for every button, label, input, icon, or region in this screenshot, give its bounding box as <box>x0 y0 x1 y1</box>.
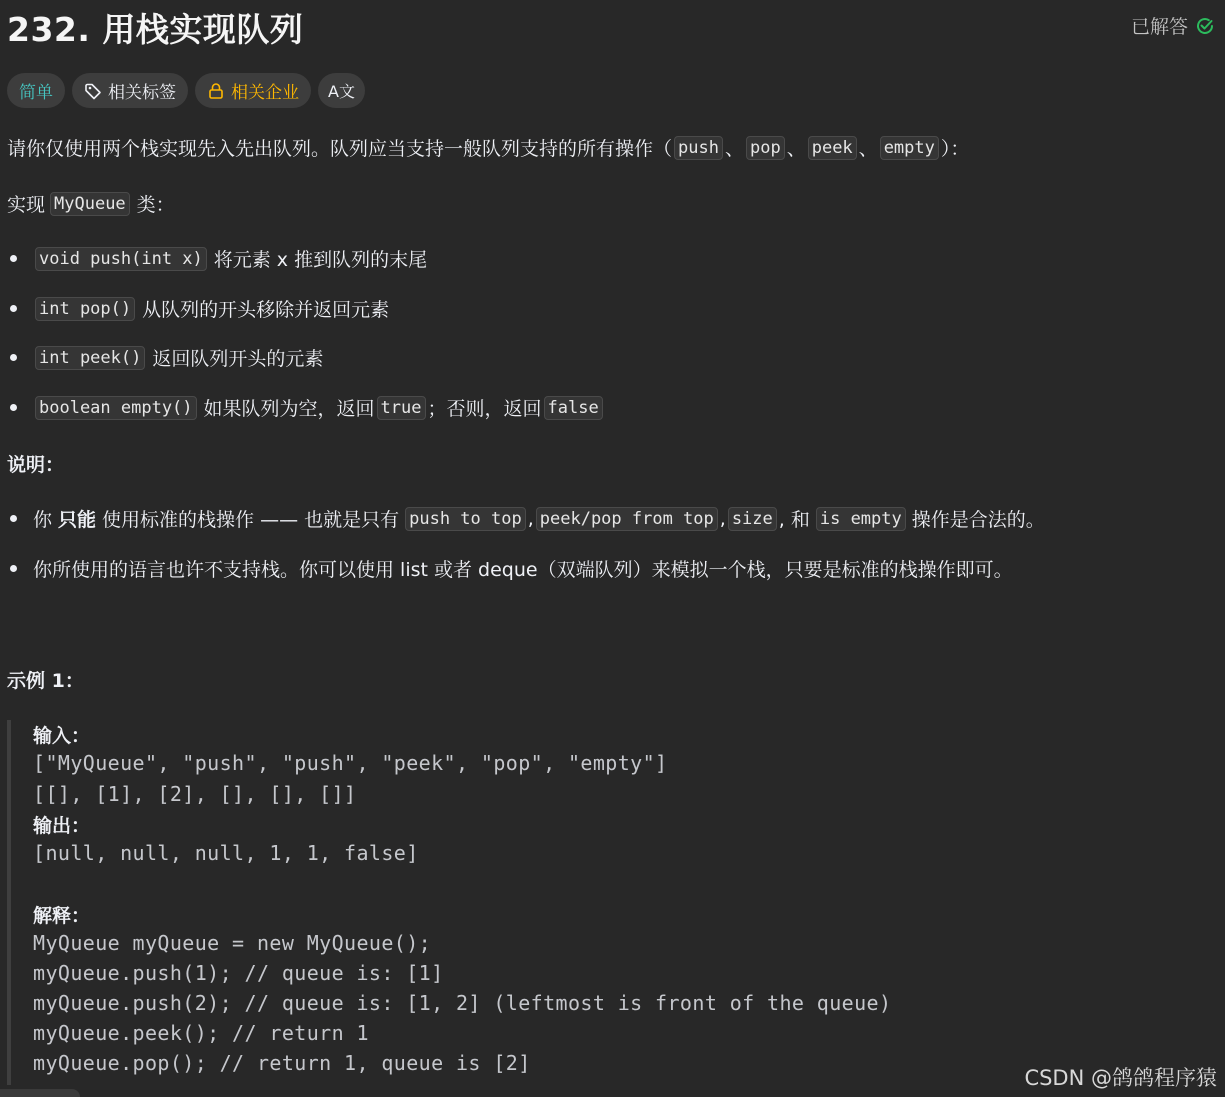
bullet <box>10 354 17 361</box>
list-item <box>7 295 389 322</box>
list-item <box>7 555 1013 582</box>
difficulty-label: 简单 <box>19 83 53 103</box>
separator: , <box>719 507 726 530</box>
desc-text-end: 类： <box>136 194 175 216</box>
inline-code: push <box>674 136 723 160</box>
bullet <box>10 565 17 572</box>
inline-code: true <box>377 396 426 420</box>
related-companies-button[interactable] <box>195 73 311 108</box>
input-line: [[], [1], [2], [], [], []] <box>33 782 357 806</box>
inline-code: int pop() <box>35 297 135 321</box>
list-item <box>7 344 323 371</box>
implement-paragraph <box>7 190 175 217</box>
method-desc: 将元素 x 推到队列的末尾 <box>213 249 428 271</box>
note-text: 使用标准的栈操作 —— 也就是只有 <box>102 509 400 531</box>
output-line: [null, null, null, 1, 1, false] <box>33 841 419 865</box>
note-text: 你所使用的语言也许不支持栈。你可以使用 list 或者 deque（双端队列）来模拟一个栈，只要是标准的栈操作即可。 <box>33 559 1013 581</box>
method-desc: 从队列的开头移除并返回元素 <box>142 299 390 321</box>
tag-bar <box>7 73 365 108</box>
note-text: 你 <box>33 509 53 531</box>
translate-icon: A文 <box>328 82 355 101</box>
desc-text: 请你仅使用两个栈实现先入先出队列。队列应当支持一般队列支持的所有操作（ <box>7 138 673 160</box>
explain-line: myQueue.push(1); // queue is: [1] <box>33 961 444 985</box>
inline-code: int peek() <box>35 346 145 370</box>
inline-code: peek <box>808 136 857 160</box>
note-text: 操作是合法的。 <box>911 509 1045 531</box>
separator: , 和 <box>778 509 810 531</box>
description-paragraph <box>7 134 969 161</box>
check-circle-icon <box>1195 16 1215 36</box>
explain-line: myQueue.pop(); // return 1, queue is [2] <box>33 1051 531 1075</box>
inline-code: void push(int x) <box>35 247 207 271</box>
watermark: CSDN @鸽鸽程序猿 <box>1024 1066 1217 1090</box>
solved-label: 已解答 <box>1130 16 1188 38</box>
related-tags-label: 相关标签 <box>108 83 176 103</box>
explain-line: MyQueue myQueue = new MyQueue(); <box>33 931 432 955</box>
related-tags-button[interactable] <box>72 73 188 108</box>
input-line: ["MyQueue", "push", "push", "peek", "pop", "empty"] <box>33 751 668 775</box>
explain-line: myQueue.push(2); // queue is: [1, 2] (leftmost is front of the queue) <box>33 991 892 1015</box>
inline-code: pop <box>746 136 785 160</box>
problem-title: 232. 用栈实现队列 <box>7 10 304 49</box>
note-bold: 只能 <box>58 509 97 531</box>
separator: 、 <box>858 138 878 160</box>
inline-code: size <box>728 507 777 531</box>
bullet <box>10 515 17 522</box>
related-companies-label: 相关企业 <box>231 83 299 103</box>
scroll-handle[interactable] <box>0 1089 80 1097</box>
explain-label: 解释： <box>33 905 91 927</box>
example-title <box>7 666 84 693</box>
translate-button[interactable] <box>318 73 365 108</box>
separator: 、 <box>724 138 744 160</box>
difficulty-badge[interactable] <box>7 73 65 108</box>
inline-code: false <box>544 396 603 420</box>
method-desc: 如果队列为空，返回 <box>203 398 375 420</box>
inline-code: is empty <box>816 507 906 531</box>
list-item <box>7 505 1045 532</box>
output-label: 输出： <box>33 815 91 837</box>
notes-title-text: 说明： <box>7 454 65 476</box>
inline-code: empty <box>880 136 939 160</box>
tag-icon <box>84 82 102 100</box>
lock-icon <box>207 82 225 100</box>
separator: 、 <box>786 138 806 160</box>
list-item <box>7 394 605 421</box>
bullet <box>10 404 17 411</box>
desc-text-end: ）： <box>940 138 970 160</box>
separator: , <box>527 507 534 530</box>
inline-code: peek/pop from top <box>536 507 718 531</box>
explain-line: myQueue.peek(); // return 1 <box>33 1021 369 1045</box>
desc-text: 实现 <box>7 194 46 216</box>
bullet <box>10 305 17 312</box>
input-label: 输入： <box>33 725 91 747</box>
inline-code: push to top <box>405 507 526 531</box>
example-title-text: 示例 1： <box>7 670 84 692</box>
solved-status <box>1131 12 1215 39</box>
example-border <box>7 720 11 1085</box>
notes-title <box>7 450 64 477</box>
bullet <box>10 255 17 262</box>
method-desc: ；否则，返回 <box>427 398 542 420</box>
inline-code: MyQueue <box>50 192 130 216</box>
inline-code: boolean empty() <box>35 396 197 420</box>
method-desc: 返回队列开头的元素 <box>152 348 324 370</box>
list-item <box>7 245 427 272</box>
